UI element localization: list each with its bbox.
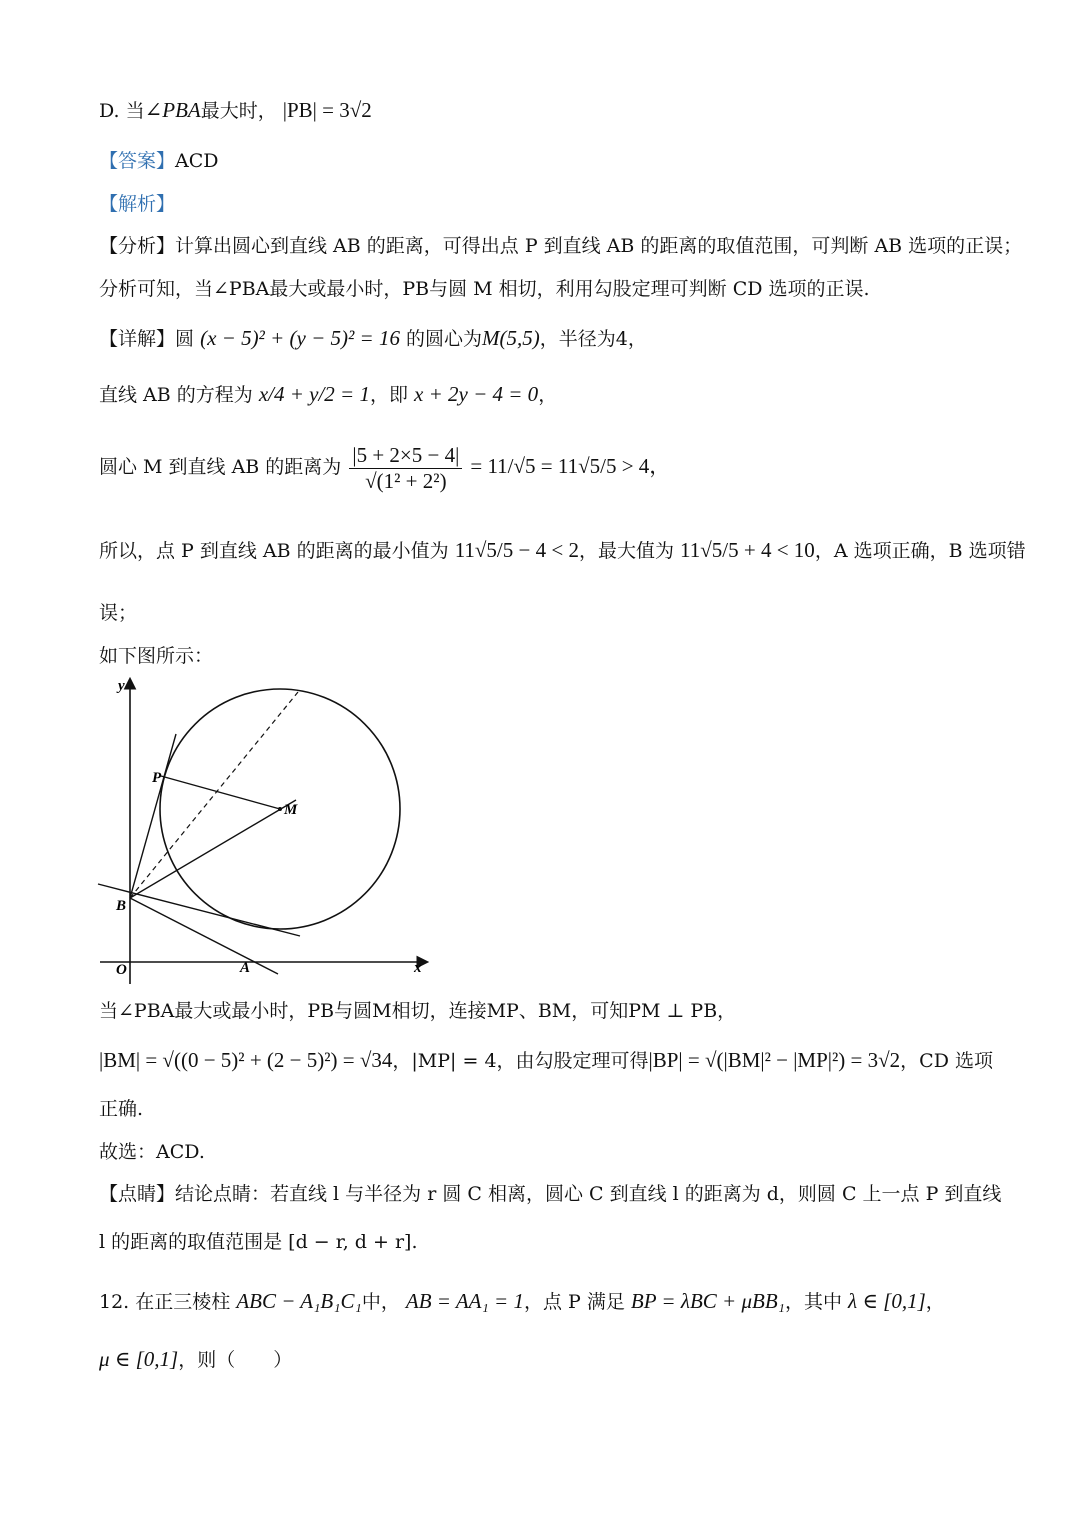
option-d-value: |PB| = 3√2 xyxy=(282,98,372,122)
bp-wrap-text: 正确. xyxy=(99,1098,144,1120)
conclusion-line xyxy=(99,530,1026,571)
conclusion-pre: 所以，点 P 到直线 AB 的距离的最小值为 xyxy=(99,540,449,562)
q12-line-1 xyxy=(99,1284,985,1319)
conclusion-min: 11√5/5 − 4 < 2 xyxy=(454,538,579,562)
bp-post: ，CD 选项 xyxy=(900,1050,993,1072)
q12-pre: 12. 在正三棱柱 xyxy=(99,1291,231,1313)
fenxi-text-1: 计算出圆心到直线 AB 的距离，可得出点 P 到直线 AB 的距离的取值范围，可判断 AB 选项的正误； xyxy=(175,235,1023,257)
option-d-mid: 最大时， xyxy=(200,100,277,122)
distance-denominator: √(1² + 2²) xyxy=(365,468,447,493)
circle-center: M(5,5) xyxy=(482,326,540,350)
option-d-angle: ∠PBA xyxy=(144,98,201,122)
line-ab-pre: 直线 AB 的方程为 xyxy=(99,384,253,406)
line-ab-post: ， xyxy=(538,384,558,406)
option-d-prefix: D. 当 xyxy=(99,100,145,122)
q12-vector-equation: BP = λBC + μBB₁ xyxy=(630,1289,785,1313)
tangent-pb xyxy=(130,734,176,898)
lower-tangent xyxy=(98,884,300,936)
fenxi-line-2 xyxy=(99,275,985,303)
conclusion-max: 11√5/5 + 4 < 10 xyxy=(680,538,815,562)
label-b: B xyxy=(116,898,127,914)
remark-line-2 xyxy=(99,1228,985,1256)
tangent-line xyxy=(99,997,985,1025)
q12-line2-post: ，则（ ） xyxy=(178,1349,293,1371)
distance-result: = 11/√5 = 11√5/5 > 4， xyxy=(470,454,671,478)
detail-circle-line xyxy=(99,324,985,353)
remark-line-1 xyxy=(99,1180,1002,1208)
figure-intro-text: 如下图所示： xyxy=(99,645,214,667)
detail-tag: 【详解】 xyxy=(99,328,176,350)
label-p: P xyxy=(152,770,162,786)
circle-post: 的圆心为 xyxy=(406,328,483,350)
mp-text: ，|MP| = 4，由勾股定理可得 xyxy=(392,1050,649,1072)
point-m xyxy=(278,807,282,811)
figure-intro xyxy=(99,642,985,670)
label-o: O xyxy=(116,962,127,978)
line-ab-eq: x/4 + y/2 = 1 xyxy=(258,382,370,406)
analysis-tag: 【解析】 xyxy=(99,193,176,215)
fenxi-line-1 xyxy=(99,232,1023,260)
remark-text-2: l 的距离的取值范围是 [d − r, d + r]. xyxy=(99,1231,418,1253)
conclusion-mid: ，最大值为 xyxy=(578,540,674,562)
bm-line xyxy=(99,1040,993,1081)
q12-mid: 中， xyxy=(361,1291,400,1313)
q12-mid2: ，点 P 满足 xyxy=(523,1291,625,1313)
analysis-tag-line xyxy=(99,190,985,218)
remark-text-1: 结论点睛：若直线 l 与半径为 r 圆 C 相离，圆心 C 到直线 l 的距离为 d，则圆 C 上一点 P 到直线 xyxy=(175,1183,1002,1205)
fenxi-tag: 【分析】 xyxy=(99,235,176,257)
q12-line-2 xyxy=(99,1342,985,1377)
distance-numerator: |5 + 2×5 − 4| xyxy=(349,443,462,468)
circle-equation: (x − 5)² + (y − 5)² = 16 xyxy=(200,326,400,350)
option-d xyxy=(99,96,985,125)
q12-post: ， xyxy=(925,1291,945,1313)
bm-equation: |BM| = √((0 − 5)² + (2 − 5)²) = √34 xyxy=(99,1048,393,1072)
choose-text: 故选：ACD. xyxy=(99,1141,205,1163)
answer-line xyxy=(99,147,985,175)
conclusion-wrap-text: 误； xyxy=(99,602,138,624)
q12-lambda: λ ∈ [0,1] xyxy=(848,1289,926,1313)
tangent-text: 当∠PBA最大或最小时，PB与圆M相切，连接MP、BM，可知PM ⊥ PB， xyxy=(99,1000,737,1022)
label-a: A xyxy=(240,960,251,976)
segment-bm xyxy=(130,800,296,898)
q12-mid3: ，其中 xyxy=(784,1291,842,1313)
segment-pm xyxy=(161,776,280,809)
answer-text: ACD xyxy=(175,150,219,172)
q12-ab: AB = AA₁ = 1 xyxy=(405,1289,524,1313)
distance-fraction xyxy=(349,443,462,492)
bp-equation: |BP| = √(|BM|² − |MP|²) = 3√2 xyxy=(648,1048,901,1072)
line-ab-equation xyxy=(99,374,985,415)
label-x: x xyxy=(414,960,422,976)
choose-line xyxy=(99,1138,985,1166)
q12-prism: ABC − A₁B₁C₁ xyxy=(236,1289,362,1313)
bp-wrap xyxy=(99,1095,985,1123)
circle-pre: 圆 xyxy=(175,328,195,350)
remark-tag: 【点睛】 xyxy=(99,1183,176,1205)
conclusion-wrap xyxy=(99,599,985,627)
line-ab-eq2: x + 2y − 4 = 0 xyxy=(414,382,539,406)
q12-mu: μ ∈ [0,1] xyxy=(99,1347,179,1371)
distance-line xyxy=(99,438,985,495)
circle-radius: ，半径为4， xyxy=(539,328,647,350)
fenxi-text-2: 分析可知，当∠PBA最大或最小时，PB与圆 M 相切，利用勾股定理可判断 CD 选项的正误. xyxy=(99,278,870,300)
dashed-line xyxy=(130,692,298,898)
label-m: M xyxy=(284,802,298,818)
geometry-figure xyxy=(96,672,436,990)
conclusion-post: ，A 选项正确，B 选项错 xyxy=(814,540,1026,562)
answer-tag: 【答案】 xyxy=(99,150,176,172)
label-y: y xyxy=(118,678,125,694)
line-ab-mid: ，即 xyxy=(369,384,408,406)
distance-pre: 圆心 M 到直线 AB 的距离为 xyxy=(99,456,342,478)
